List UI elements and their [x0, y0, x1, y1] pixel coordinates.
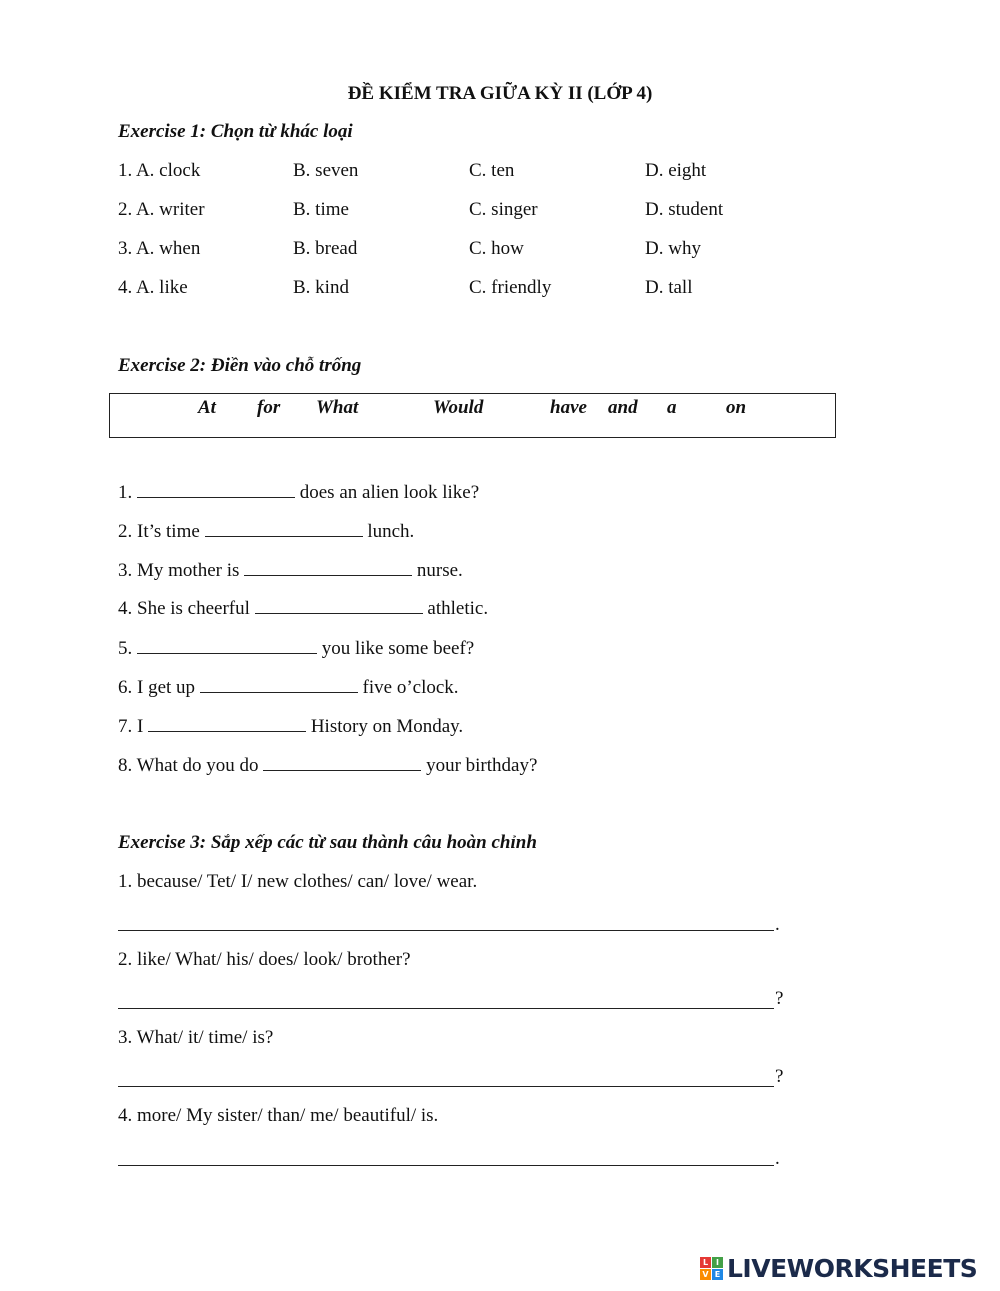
fill-item-prefix: 4. She is cheerful — [118, 598, 255, 619]
page-title: ĐỀ KIỂM TRA GIỮA KỲ II (LỚP 4) — [347, 83, 653, 104]
ex1-row1-b: B. seven — [293, 160, 359, 181]
exercise-3-heading: Exercise 3: Sắp xếp các từ sau thành câu hoàn chỉnh — [118, 832, 537, 853]
ex1-row2-b: B. time — [293, 199, 349, 220]
word-bank-item: a — [667, 397, 677, 418]
fill-item-prefix: 5. — [118, 638, 137, 659]
answer-end-punct-4: . — [775, 1148, 780, 1169]
fill-blank[interactable] — [244, 559, 412, 576]
logo-block: V — [700, 1269, 711, 1280]
word-bank-item: on — [726, 397, 747, 418]
word-bank-item: Would — [433, 397, 484, 418]
reorder-prompt-2: 2. like/ What/ his/ does/ look/ brother? — [118, 949, 411, 970]
ex1-row1-c: C. ten — [469, 160, 515, 181]
word-bank — [109, 393, 836, 438]
answer-line-3[interactable] — [118, 1086, 774, 1087]
fill-item-3 — [118, 559, 463, 582]
answer-line-2[interactable] — [118, 1008, 774, 1009]
logo-block: E — [712, 1269, 723, 1280]
fill-item-7 — [118, 715, 463, 738]
fill-item-4 — [118, 597, 488, 620]
fill-item-suffix: History on Monday. — [306, 716, 464, 737]
fill-item-suffix: five o’clock. — [357, 677, 459, 698]
reorder-prompt-3: 3. What/ it/ time/ is? — [118, 1027, 274, 1048]
fill-item-prefix: 8. What do you do — [118, 755, 264, 776]
fill-item-prefix: 6. I get up — [118, 677, 200, 698]
word-bank-item: for — [257, 397, 281, 418]
logo-block: L — [700, 1257, 711, 1268]
live-blocks-icon — [700, 1257, 723, 1280]
fill-blank[interactable] — [263, 754, 421, 771]
fill-item-prefix: 1. — [118, 482, 137, 503]
fill-item-2 — [118, 520, 414, 543]
liveworksheets-logo — [700, 1254, 977, 1283]
exercise-2-heading: Exercise 2: Điền vào chỗ trống — [118, 355, 362, 376]
fill-item-prefix: 3. My mother is — [118, 560, 245, 581]
fill-blank[interactable] — [200, 676, 358, 693]
ex1-row2-a: 2. A. writer — [118, 199, 205, 220]
fill-item-5 — [118, 637, 474, 660]
fill-blank[interactable] — [137, 637, 317, 654]
fill-blank[interactable] — [205, 520, 363, 537]
ex1-row1-d: D. eight — [645, 160, 707, 181]
fill-blank[interactable] — [137, 481, 295, 498]
fill-item-suffix: your birthday? — [421, 755, 538, 776]
reorder-prompt-4: 4. more/ My sister/ than/ me/ beautiful/ is. — [118, 1105, 439, 1126]
fill-item-suffix: lunch. — [362, 521, 415, 542]
ex1-row4-d: D. tall — [645, 277, 693, 298]
fill-item-prefix: 7. I — [118, 716, 149, 737]
fill-blank[interactable] — [255, 597, 423, 614]
answer-end-punct-2: ? — [775, 988, 784, 1009]
ex1-row2-d: D. student — [645, 199, 724, 220]
logo-block: I — [712, 1257, 723, 1268]
answer-end-punct-1: . — [775, 914, 780, 935]
ex1-row2-c: C. singer — [469, 199, 538, 220]
answer-line-4[interactable] — [118, 1165, 774, 1166]
fill-item-prefix: 2. It’s time — [118, 521, 205, 542]
fill-item-6 — [118, 676, 459, 699]
fill-item-suffix: you like some beef? — [317, 638, 475, 659]
answer-end-punct-3: ? — [775, 1066, 784, 1087]
brand-name: LIVEWORKSHEETS — [727, 1254, 978, 1283]
ex1-row1-a: 1. A. clock — [118, 160, 201, 181]
fill-blank[interactable] — [148, 715, 306, 732]
ex1-row3-a: 3. A. when — [118, 238, 201, 259]
exercise-1-heading: Exercise 1: Chọn từ khác loại — [118, 121, 353, 142]
fill-item-8 — [118, 754, 537, 777]
fill-item-suffix: athletic. — [422, 598, 489, 619]
answer-line-1[interactable] — [118, 930, 774, 931]
ex1-row3-c: C. how — [469, 238, 524, 259]
ex1-row3-b: B. bread — [293, 238, 358, 259]
ex1-row3-d: D. why — [645, 238, 701, 259]
word-bank-item: have — [550, 397, 587, 418]
ex1-row4-b: B. kind — [293, 277, 349, 298]
word-bank-item: and — [608, 397, 638, 418]
word-bank-item: What — [316, 397, 359, 418]
fill-item-1 — [118, 481, 479, 504]
fill-item-suffix: nurse. — [412, 560, 463, 581]
ex1-row4-a: 4. A. like — [118, 277, 188, 298]
fill-item-suffix: does an alien look like? — [295, 482, 480, 503]
ex1-row4-c: C. friendly — [469, 277, 552, 298]
reorder-prompt-1: 1. because/ Tet/ I/ new clothes/ can/ love/ wear. — [118, 871, 478, 892]
word-bank-item: At — [198, 397, 216, 418]
